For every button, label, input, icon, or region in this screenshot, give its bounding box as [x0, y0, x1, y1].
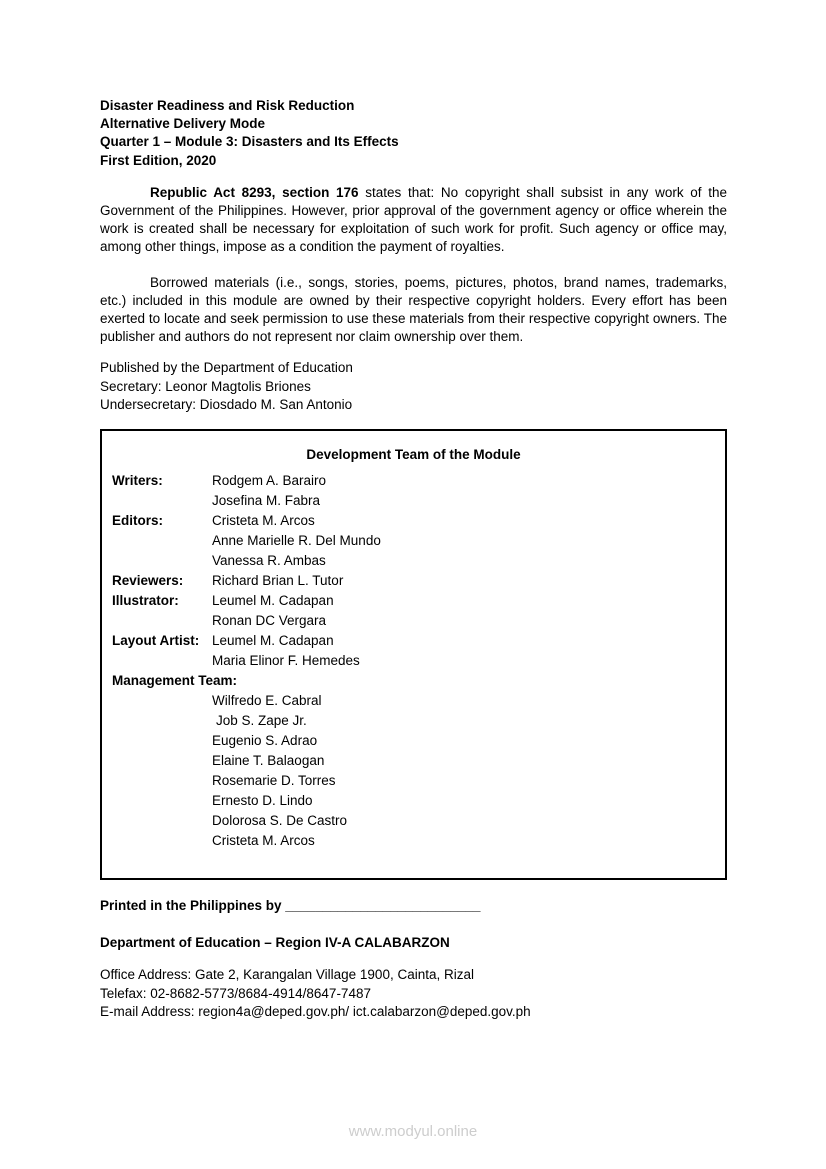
- dev-team-row: [112, 791, 715, 811]
- person-name: Josefina M. Fabra: [212, 493, 321, 509]
- dev-team-row: [112, 571, 715, 591]
- published-by-line: Published by the Department of Education: [100, 360, 353, 376]
- undersecretary-line: Undersecretary: Diosdado M. San Antonio: [100, 396, 353, 412]
- role-label: [112, 811, 212, 831]
- printed-in-philippines-line: [100, 897, 727, 915]
- role-label: [112, 711, 212, 731]
- person-name: Leumel M. Cadapan: [212, 633, 334, 649]
- dev-team-row: [112, 591, 715, 611]
- role-label: [112, 651, 212, 671]
- person-name: Cristeta M. Arcos: [212, 513, 315, 529]
- person-name: Richard Brian L. Tutor: [212, 573, 344, 589]
- office-address-line: Office Address: Gate 2, Karangalan Village 1900, Cainta, Rizal: [100, 967, 474, 983]
- person-name: Rodgem A. Barairo: [212, 473, 327, 489]
- development-team-box: [100, 429, 727, 880]
- person-name: Dolorosa S. De Castro: [212, 813, 348, 829]
- dev-team-row: [112, 551, 715, 571]
- role-label: [112, 751, 212, 771]
- dev-team-row: [112, 691, 715, 711]
- person-name: Rosemarie D. Torres: [212, 773, 336, 789]
- role-label: [112, 791, 212, 811]
- person-name: Ernesto D. Lindo: [212, 793, 313, 809]
- dev-team-row: [112, 491, 715, 511]
- module-quarter-line: Quarter 1 – Module 3: Disasters and Its Effects: [100, 134, 399, 150]
- dev-team-row: [112, 731, 715, 751]
- role-label: Writers:: [112, 473, 163, 489]
- management-team-label: Management Team:: [112, 673, 238, 689]
- role-label: Editors:: [112, 513, 164, 529]
- page-content: [100, 0, 727, 1021]
- person-name: Elaine T. Balaogan: [212, 753, 325, 769]
- dev-team-row: [112, 531, 715, 551]
- copyright-paragraph-2: Borrowed materials (i.e., songs, stories, poems, pictures, photos, brand names, trademarks, etc.) included in this module are owned by their respective copyright holders. Every effort has been exerted to locate and seek permission to use these materials from their respective copyright owners. The publisher and authors do not represent nor claim ownership over them.: [100, 274, 727, 345]
- person-name: Wilfredo E. Cabral: [212, 693, 322, 709]
- module-subject-line: Disaster Readiness and Risk Reduction: [100, 98, 355, 113]
- dev-team-row: [112, 471, 715, 491]
- module-mode-line: Alternative Delivery Mode: [100, 116, 266, 132]
- role-label: [112, 551, 212, 571]
- role-label: [112, 731, 212, 751]
- person-name: Cristeta M. Arcos: [212, 833, 315, 849]
- role-label: [112, 831, 212, 851]
- dev-team-row: [112, 771, 715, 791]
- development-team-title: Development Team of the Module: [306, 447, 521, 463]
- person-name: Maria Elinor F. Hemedes: [212, 653, 360, 669]
- role-label: [112, 531, 212, 551]
- contact-block: [100, 966, 727, 1021]
- person-name: Eugenio S. Adrao: [212, 733, 318, 749]
- role-label: [112, 611, 212, 631]
- copyright-paragraph-1: [100, 184, 727, 257]
- dev-team-row: [112, 751, 715, 771]
- role-label: [112, 771, 212, 791]
- person-name: Leumel M. Cadapan: [212, 593, 334, 609]
- dev-team-row: [112, 631, 715, 651]
- module-edition-line: First Edition, 2020: [100, 152, 217, 168]
- person-name: Vanessa R. Ambas: [212, 553, 326, 569]
- module-title-block: [100, 97, 727, 170]
- role-label: [112, 491, 212, 511]
- telefax-line: Telefax: 02-8682-5773/8684-4914/8647-7487: [100, 985, 371, 1001]
- role-label: Illustrator:: [112, 593, 179, 609]
- person-name: Ronan DC Vergara: [212, 613, 327, 629]
- publisher-block: [100, 359, 727, 414]
- dev-team-row: [112, 511, 715, 531]
- email-address-line: E-mail Address: region4a@deped.gov.ph/ ict.calabarzon@deped.gov.ph: [100, 1003, 531, 1019]
- role-label: Reviewers:: [112, 573, 184, 589]
- person-name: Anne Marielle R. Del Mundo: [212, 533, 381, 549]
- printed-by-blank-line: __________________________: [285, 898, 481, 914]
- dev-team-row: [112, 711, 715, 731]
- secretary-line: Secretary: Leonor Magtolis Briones: [100, 378, 311, 394]
- role-label: [112, 691, 212, 711]
- copyright-paragraph-1-text: states that: No copyright shall subsist in any work of the Government of the Philippines. However, prior approval of the government agency or office wherein the work is created shall be necessary for exploitation of such work for profit. Such agency or office may, among other things, impose as a condition the payment of royalties.: [100, 184, 727, 255]
- dev-team-row: [112, 831, 715, 851]
- dev-team-row: [112, 611, 715, 631]
- dev-team-row: [112, 811, 715, 831]
- printed-by-label: Printed in the Philippines by: [100, 898, 286, 914]
- person-name: Job S. Zape Jr.: [216, 713, 307, 729]
- department-region-line: Department of Education – Region IV-A CALABARZON: [100, 935, 450, 951]
- dev-team-row: [112, 651, 715, 671]
- role-label: Layout Artist:: [112, 633, 200, 649]
- website-watermark: www.modyul.online: [348, 1123, 478, 1140]
- republic-act-lead: Republic Act 8293, section 176: [150, 184, 359, 200]
